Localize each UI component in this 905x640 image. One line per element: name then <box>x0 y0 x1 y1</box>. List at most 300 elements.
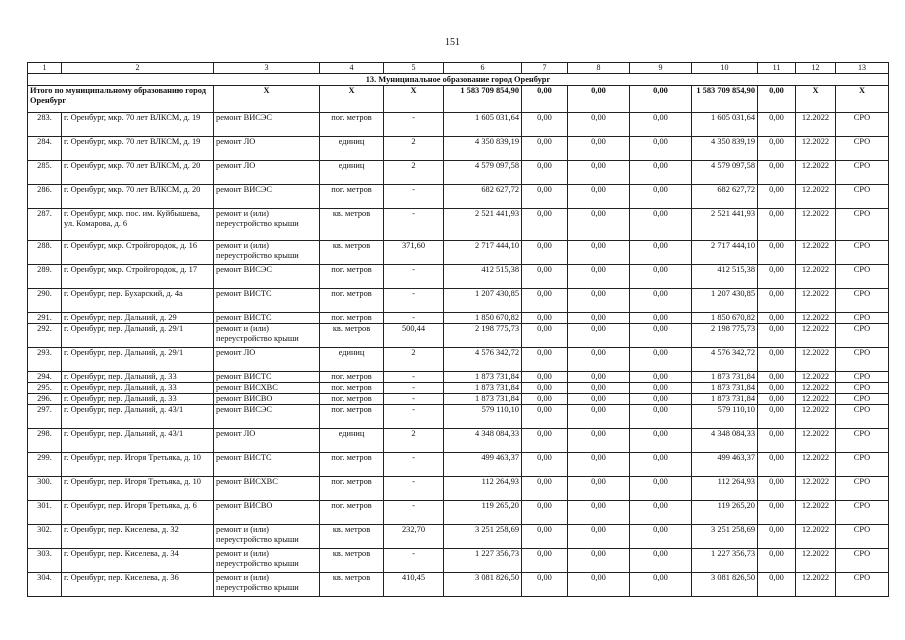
funding-cell: 0,00 <box>630 573 692 597</box>
column-number: 8 <box>568 63 630 74</box>
table-row <box>28 348 889 372</box>
unit-cell: единиц <box>320 429 384 453</box>
quantity-cell: - <box>384 549 444 573</box>
cost-cell: 4 348 084,33 <box>444 429 522 453</box>
funding-cell: 0,00 <box>758 453 796 477</box>
funding-cell: 0,00 <box>758 429 796 453</box>
total-cell: X <box>320 86 384 113</box>
unit-cell: единиц <box>320 348 384 372</box>
quantity-cell: - <box>384 453 444 477</box>
total-cell: X <box>214 86 320 113</box>
unit-cell: единиц <box>320 137 384 161</box>
funding-cell: 0,00 <box>522 113 568 137</box>
funding-cell: 0,00 <box>522 453 568 477</box>
total-cell: 0,00 <box>630 86 692 113</box>
column-number: 6 <box>444 63 522 74</box>
table-row <box>28 209 889 241</box>
funding-cell: 0,00 <box>758 324 796 348</box>
work-type-cell: ремонт ВИСТС <box>214 372 320 383</box>
work-type-cell: ремонт ВИСТС <box>214 313 320 324</box>
funding-cell: 0,00 <box>630 324 692 348</box>
unit-cell: пог. метров <box>320 313 384 324</box>
work-type-cell: ремонт ВИСЭС <box>214 185 320 209</box>
funding-cell: 0,00 <box>522 241 568 265</box>
deadline-cell: 12.2022 <box>796 313 836 324</box>
unit-cell: единиц <box>320 161 384 185</box>
funding-cell: 0,00 <box>630 372 692 383</box>
column-number: 5 <box>384 63 444 74</box>
funding-cell: 0,00 <box>522 383 568 394</box>
table-row <box>28 324 889 348</box>
table-row <box>28 405 889 429</box>
work-type-cell: ремонт и (или) переустройство крыши <box>214 525 320 549</box>
funding-cell: 0,00 <box>568 405 630 429</box>
funding-cell: 0,00 <box>630 289 692 313</box>
funding-cell: 0,00 <box>630 477 692 501</box>
quantity-cell: 2 <box>384 137 444 161</box>
method-cell: СРО <box>836 289 889 313</box>
address-cell: г. Оренбург, пер. Игоря Третьяка, д. 10 <box>62 453 214 477</box>
cost-cell: 499 463,37 <box>444 453 522 477</box>
funding-cell: 0,00 <box>630 313 692 324</box>
funding-cell: 0,00 <box>758 477 796 501</box>
total-cost-cell: 1 207 430,85 <box>692 289 758 313</box>
funding-cell: 0,00 <box>522 324 568 348</box>
table-row <box>28 453 889 477</box>
cost-cell: 4 579 097,58 <box>444 161 522 185</box>
funding-cell: 0,00 <box>758 113 796 137</box>
unit-cell: кв. метров <box>320 549 384 573</box>
funding-cell: 0,00 <box>568 241 630 265</box>
cost-cell: 4 350 839,19 <box>444 137 522 161</box>
funding-cell: 0,00 <box>568 289 630 313</box>
funding-cell: 0,00 <box>522 372 568 383</box>
column-number: 11 <box>758 63 796 74</box>
address-cell: г. Оренбург, мкр. Стройгородок, д. 17 <box>62 265 214 289</box>
funding-cell: 0,00 <box>568 573 630 597</box>
funding-cell: 0,00 <box>758 137 796 161</box>
unit-cell: кв. метров <box>320 324 384 348</box>
total-cost-cell: 499 463,37 <box>692 453 758 477</box>
cost-cell: 682 627,72 <box>444 185 522 209</box>
method-cell: СРО <box>836 348 889 372</box>
method-cell: СРО <box>836 394 889 405</box>
total-cost-cell: 4 576 342,72 <box>692 348 758 372</box>
table-row <box>28 383 889 394</box>
funding-cell: 0,00 <box>630 348 692 372</box>
work-type-cell: ремонт ЛО <box>214 161 320 185</box>
deadline-cell: 12.2022 <box>796 573 836 597</box>
work-type-cell: ремонт и (или) переустройство крыши <box>214 573 320 597</box>
deadline-cell: 12.2022 <box>796 137 836 161</box>
funding-cell: 0,00 <box>522 394 568 405</box>
address-cell: г. Оренбург, пер. Игоря Третьяка, д. 10 <box>62 477 214 501</box>
quantity-cell: - <box>384 372 444 383</box>
total-cost-cell: 4 579 097,58 <box>692 161 758 185</box>
unit-cell: пог. метров <box>320 394 384 405</box>
deadline-cell: 12.2022 <box>796 549 836 573</box>
total-cell: 1 583 709 854,90 <box>692 86 758 113</box>
cost-cell: 2 198 775,73 <box>444 324 522 348</box>
deadline-cell: 12.2022 <box>796 241 836 265</box>
method-cell: СРО <box>836 209 889 241</box>
method-cell: СРО <box>836 313 889 324</box>
row-number: 289. <box>28 265 62 289</box>
column-number: 12 <box>796 63 836 74</box>
quantity-cell: 410,45 <box>384 573 444 597</box>
funding-cell: 0,00 <box>522 525 568 549</box>
work-type-cell: ремонт ВИСВО <box>214 501 320 525</box>
funding-cell: 0,00 <box>758 405 796 429</box>
address-cell: г. Оренбург, мкр. Стройгородок, д. 16 <box>62 241 214 265</box>
table-row <box>28 241 889 265</box>
deadline-cell: 12.2022 <box>796 429 836 453</box>
funding-cell: 0,00 <box>522 549 568 573</box>
work-type-cell: ремонт ВИСХВС <box>214 477 320 501</box>
work-type-cell: ремонт ВИСВО <box>214 394 320 405</box>
funding-cell: 0,00 <box>630 241 692 265</box>
cost-cell: 1 873 731,84 <box>444 383 522 394</box>
total-cost-cell: 4 348 084,33 <box>692 429 758 453</box>
total-cost-cell: 1 605 031,64 <box>692 113 758 137</box>
address-cell: г. Оренбург, мкр. 70 лет ВЛКСМ, д. 20 <box>62 161 214 185</box>
method-cell: СРО <box>836 161 889 185</box>
row-number: 293. <box>28 348 62 372</box>
quantity-cell: 371,60 <box>384 241 444 265</box>
cost-cell: 1 873 731,84 <box>444 394 522 405</box>
row-number: 291. <box>28 313 62 324</box>
quantity-cell: - <box>384 405 444 429</box>
row-number: 285. <box>28 161 62 185</box>
funding-cell: 0,00 <box>758 549 796 573</box>
funding-cell: 0,00 <box>568 549 630 573</box>
cost-cell: 2 717 444,10 <box>444 241 522 265</box>
quantity-cell: - <box>384 185 444 209</box>
row-number: 303. <box>28 549 62 573</box>
total-cell: 0,00 <box>568 86 630 113</box>
cost-cell: 412 515,38 <box>444 265 522 289</box>
unit-cell: пог. метров <box>320 501 384 525</box>
deadline-cell: 12.2022 <box>796 525 836 549</box>
quantity-cell: - <box>384 477 444 501</box>
address-cell: г. Оренбург, пер. Игоря Третьяка, д. 6 <box>62 501 214 525</box>
total-cost-cell: 3 081 826,50 <box>692 573 758 597</box>
row-number: 290. <box>28 289 62 313</box>
total-cell: 0,00 <box>522 86 568 113</box>
table-row <box>28 185 889 209</box>
address-cell: г. Оренбург, мкр. 70 лет ВЛКСМ, д. 20 <box>62 185 214 209</box>
funding-cell: 0,00 <box>630 394 692 405</box>
method-cell: СРО <box>836 241 889 265</box>
row-number: 301. <box>28 501 62 525</box>
cost-cell: 1 207 430,85 <box>444 289 522 313</box>
work-type-cell: ремонт ВИСТС <box>214 453 320 477</box>
total-cell: 0,00 <box>758 86 796 113</box>
funding-cell: 0,00 <box>758 241 796 265</box>
funding-cell: 0,00 <box>630 405 692 429</box>
funding-cell: 0,00 <box>568 313 630 324</box>
funding-cell: 0,00 <box>568 372 630 383</box>
total-cost-cell: 1 873 731,84 <box>692 383 758 394</box>
address-cell: г. Оренбург, пер. Бухарский, д. 4а <box>62 289 214 313</box>
total-cost-cell: 112 264,93 <box>692 477 758 501</box>
unit-cell: кв. метров <box>320 573 384 597</box>
funding-cell: 0,00 <box>758 525 796 549</box>
row-number: 287. <box>28 209 62 241</box>
section-title-row <box>28 74 889 86</box>
column-number: 2 <box>62 63 214 74</box>
program-table <box>27 62 889 597</box>
row-number: 294. <box>28 372 62 383</box>
funding-cell: 0,00 <box>522 161 568 185</box>
funding-cell: 0,00 <box>630 429 692 453</box>
work-type-cell: ремонт ЛО <box>214 137 320 161</box>
cost-cell: 1 227 356,73 <box>444 549 522 573</box>
funding-cell: 0,00 <box>630 383 692 394</box>
unit-cell: пог. метров <box>320 477 384 501</box>
deadline-cell: 12.2022 <box>796 372 836 383</box>
work-type-cell: ремонт и (или) переустройство крыши <box>214 209 320 241</box>
deadline-cell: 12.2022 <box>796 348 836 372</box>
work-type-cell: ремонт ЛО <box>214 348 320 372</box>
table-row <box>28 113 889 137</box>
cost-cell: 3 251 258,69 <box>444 525 522 549</box>
deadline-cell: 12.2022 <box>796 185 836 209</box>
funding-cell: 0,00 <box>630 453 692 477</box>
table-row <box>28 429 889 453</box>
funding-cell: 0,00 <box>630 525 692 549</box>
column-number: 1 <box>28 63 62 74</box>
funding-cell: 0,00 <box>522 429 568 453</box>
row-number: 288. <box>28 241 62 265</box>
cost-cell: 119 265,20 <box>444 501 522 525</box>
table-row <box>28 161 889 185</box>
unit-cell: пог. метров <box>320 289 384 313</box>
funding-cell: 0,00 <box>630 137 692 161</box>
unit-cell: пог. метров <box>320 453 384 477</box>
table-row <box>28 313 889 324</box>
deadline-cell: 12.2022 <box>796 113 836 137</box>
work-type-cell: ремонт и (или) переустройство крыши <box>214 241 320 265</box>
address-cell: г. Оренбург, пер. Дальний, д. 43/1 <box>62 429 214 453</box>
row-number: 296. <box>28 394 62 405</box>
work-type-cell: ремонт и (или) переустройство крыши <box>214 324 320 348</box>
funding-cell: 0,00 <box>758 372 796 383</box>
row-number: 300. <box>28 477 62 501</box>
row-number: 292. <box>28 324 62 348</box>
funding-cell: 0,00 <box>630 265 692 289</box>
funding-cell: 0,00 <box>630 113 692 137</box>
deadline-cell: 12.2022 <box>796 383 836 394</box>
funding-cell: 0,00 <box>568 383 630 394</box>
funding-cell: 0,00 <box>522 289 568 313</box>
work-type-cell: ремонт ВИСТС <box>214 289 320 313</box>
total-cell: 1 583 709 854,90 <box>444 86 522 113</box>
address-cell: г. Оренбург, мкр. пос. им. Куйбышева, ул. Комарова, д. 6 <box>62 209 214 241</box>
total-cost-cell: 2 198 775,73 <box>692 324 758 348</box>
total-cell: X <box>384 86 444 113</box>
funding-cell: 0,00 <box>568 113 630 137</box>
funding-cell: 0,00 <box>522 185 568 209</box>
method-cell: СРО <box>836 501 889 525</box>
quantity-cell: - <box>384 289 444 313</box>
funding-cell: 0,00 <box>630 501 692 525</box>
funding-cell: 0,00 <box>522 137 568 161</box>
address-cell: г. Оренбург, пер. Дальний, д. 29 <box>62 313 214 324</box>
funding-cell: 0,00 <box>568 137 630 161</box>
total-label: Итого по муниципальному образованию город Оренбург <box>28 86 214 113</box>
column-number: 3 <box>214 63 320 74</box>
address-cell: г. Оренбург, пер. Дальний, д. 33 <box>62 394 214 405</box>
funding-cell: 0,00 <box>758 383 796 394</box>
funding-cell: 0,00 <box>630 185 692 209</box>
deadline-cell: 12.2022 <box>796 265 836 289</box>
funding-cell: 0,00 <box>758 348 796 372</box>
row-number: 299. <box>28 453 62 477</box>
unit-cell: пог. метров <box>320 405 384 429</box>
table-row <box>28 265 889 289</box>
address-cell: г. Оренбург, пер. Дальний, д. 29/1 <box>62 348 214 372</box>
unit-cell: кв. метров <box>320 525 384 549</box>
funding-cell: 0,00 <box>758 573 796 597</box>
table-row <box>28 289 889 313</box>
cost-cell: 579 110,10 <box>444 405 522 429</box>
total-cell: X <box>796 86 836 113</box>
cost-cell: 1 873 731,84 <box>444 372 522 383</box>
unit-cell: пог. метров <box>320 265 384 289</box>
quantity-cell: - <box>384 209 444 241</box>
funding-cell: 0,00 <box>568 453 630 477</box>
funding-cell: 0,00 <box>758 185 796 209</box>
funding-cell: 0,00 <box>758 289 796 313</box>
address-cell: г. Оренбург, пер. Киселева, д. 34 <box>62 549 214 573</box>
method-cell: СРО <box>836 429 889 453</box>
total-cost-cell: 2 521 441,93 <box>692 209 758 241</box>
deadline-cell: 12.2022 <box>796 501 836 525</box>
table-row <box>28 501 889 525</box>
table-row <box>28 549 889 573</box>
method-cell: СРО <box>836 265 889 289</box>
address-cell: г. Оренбург, мкр. 70 лет ВЛКСМ, д. 19 <box>62 113 214 137</box>
table-row <box>28 573 889 597</box>
method-cell: СРО <box>836 477 889 501</box>
funding-cell: 0,00 <box>568 477 630 501</box>
column-number-row <box>28 63 889 74</box>
unit-cell: кв. метров <box>320 241 384 265</box>
quantity-cell: - <box>384 501 444 525</box>
column-number: 10 <box>692 63 758 74</box>
total-cost-cell: 682 627,72 <box>692 185 758 209</box>
funding-cell: 0,00 <box>568 429 630 453</box>
method-cell: СРО <box>836 137 889 161</box>
funding-cell: 0,00 <box>568 265 630 289</box>
quantity-cell: - <box>384 113 444 137</box>
funding-cell: 0,00 <box>758 501 796 525</box>
funding-cell: 0,00 <box>630 161 692 185</box>
quantity-cell: 2 <box>384 161 444 185</box>
cost-cell: 3 081 826,50 <box>444 573 522 597</box>
funding-cell: 0,00 <box>522 265 568 289</box>
total-cost-cell: 579 110,10 <box>692 405 758 429</box>
row-number: 302. <box>28 525 62 549</box>
funding-cell: 0,00 <box>758 394 796 405</box>
address-cell: г. Оренбург, мкр. 70 лет ВЛКСМ, д. 19 <box>62 137 214 161</box>
address-cell: г. Оренбург, пер. Киселева, д. 36 <box>62 573 214 597</box>
funding-cell: 0,00 <box>522 313 568 324</box>
deadline-cell: 12.2022 <box>796 209 836 241</box>
quantity-cell: - <box>384 265 444 289</box>
row-number: 295. <box>28 383 62 394</box>
cost-cell: 112 264,93 <box>444 477 522 501</box>
cost-cell: 4 576 342,72 <box>444 348 522 372</box>
deadline-cell: 12.2022 <box>796 477 836 501</box>
funding-cell: 0,00 <box>522 405 568 429</box>
total-cost-cell: 1 873 731,84 <box>692 372 758 383</box>
funding-cell: 0,00 <box>568 324 630 348</box>
funding-cell: 0,00 <box>758 209 796 241</box>
column-number: 7 <box>522 63 568 74</box>
unit-cell: пог. метров <box>320 185 384 209</box>
quantity-cell: 2 <box>384 348 444 372</box>
deadline-cell: 12.2022 <box>796 289 836 313</box>
work-type-cell: ремонт ВИСЭС <box>214 405 320 429</box>
work-type-cell: ремонт ЛО <box>214 429 320 453</box>
section-title: 13. Муниципальное образование город Оренбург <box>28 74 889 86</box>
funding-cell: 0,00 <box>758 313 796 324</box>
total-cost-cell: 2 717 444,10 <box>692 241 758 265</box>
method-cell: СРО <box>836 453 889 477</box>
quantity-cell: - <box>384 394 444 405</box>
deadline-cell: 12.2022 <box>796 394 836 405</box>
total-cost-cell: 1 873 731,84 <box>692 394 758 405</box>
cost-cell: 2 521 441,93 <box>444 209 522 241</box>
address-cell: г. Оренбург, пер. Дальний, д. 33 <box>62 383 214 394</box>
unit-cell: кв. метров <box>320 209 384 241</box>
method-cell: СРО <box>836 324 889 348</box>
work-type-cell: ремонт и (или) переустройство крыши <box>214 549 320 573</box>
quantity-cell: 232,70 <box>384 525 444 549</box>
unit-cell: пог. метров <box>320 372 384 383</box>
funding-cell: 0,00 <box>522 209 568 241</box>
method-cell: СРО <box>836 549 889 573</box>
funding-cell: 0,00 <box>568 209 630 241</box>
funding-cell: 0,00 <box>568 185 630 209</box>
funding-cell: 0,00 <box>522 573 568 597</box>
funding-cell: 0,00 <box>758 265 796 289</box>
method-cell: СРО <box>836 185 889 209</box>
unit-cell: пог. метров <box>320 383 384 394</box>
funding-cell: 0,00 <box>630 209 692 241</box>
total-cost-cell: 1 850 670,82 <box>692 313 758 324</box>
address-cell: г. Оренбург, пер. Дальний, д. 33 <box>62 372 214 383</box>
funding-cell: 0,00 <box>568 501 630 525</box>
total-row <box>28 86 889 113</box>
funding-cell: 0,00 <box>568 394 630 405</box>
total-cell: X <box>836 86 889 113</box>
table-row <box>28 372 889 383</box>
funding-cell: 0,00 <box>522 348 568 372</box>
row-number: 297. <box>28 405 62 429</box>
address-cell: г. Оренбург, пер. Дальний, д. 29/1 <box>62 324 214 348</box>
quantity-cell: 2 <box>384 429 444 453</box>
address-cell: г. Оренбург, пер. Дальний, д. 43/1 <box>62 405 214 429</box>
deadline-cell: 12.2022 <box>796 405 836 429</box>
work-type-cell: ремонт ВИСЭС <box>214 113 320 137</box>
total-cost-cell: 4 350 839,19 <box>692 137 758 161</box>
method-cell: СРО <box>836 113 889 137</box>
method-cell: СРО <box>836 573 889 597</box>
method-cell: СРО <box>836 383 889 394</box>
